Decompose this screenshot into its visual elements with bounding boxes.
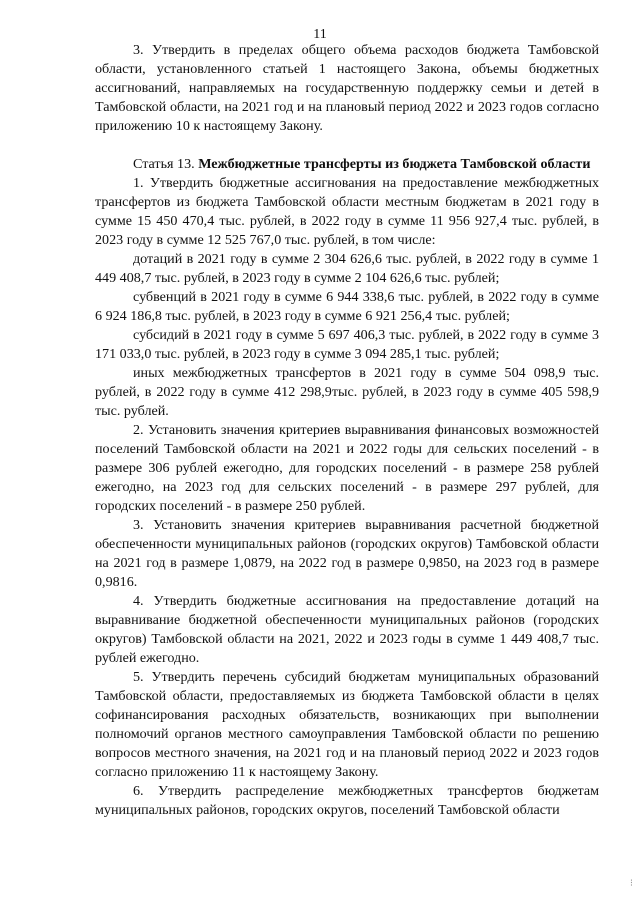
article-item-2: 2. Установить значения критериев выравнивания финансовых возможностей поселений Тамбовской области на 2021 и 2022 годы для сельских поселений - в размере 306 рублей ежегодно, для городских поселений - в размере 258 рублей ежегодно, на 2023 год для сельских поселений - в размере 297 рублей, для городских поселений - в размере 250 рублей.: [95, 422, 599, 514]
article-item-4: 4. Утвердить бюджетные ассигнования на предоставление дотаций на выравнивание бюджетной обеспеченности муниципальных районов (городских округов) Тамбовской области на 2021, 2022 и 2023 годы в сумме 1 449 408,7 тыс. рублей ежегодно.: [95, 593, 599, 666]
article-item-5: 5. Утвердить перечень субсидий бюджетам муниципальных образований Тамбовской области, предоставляемых из бюджета Тамбовской области в целях софинансирования расходных обязательств, возникающих при выполнении полномочий органов местного самоуправления Тамбовской области по решению вопросов местного значения, на 2021 год и на плановый период 2022 и 2023 годов согласно приложению 11 к настоящему Закону.: [95, 669, 599, 780]
article-title: Межбюджетные трансферты из бюджета Тамбовской области: [198, 156, 591, 172]
article-item-3: 3. Установить значения критериев выравнивания расчетной бюджетной обеспеченности муниципальных районов (городских округов) Тамбовской области на 2021 год в размере 1,0879, на 2022 год в размере 0,9850, на 2023 год в размере 0,9816.: [95, 517, 599, 590]
paragraph-state-support-family: 3. Утвердить в пределах общего объема расходов бюджета Тамбовской области, установленного статьей 1 настоящего Закона, объемы бюджетных ассигнований, направляемых на государственную поддержку семьи и детей в Тамбовской области, на 2021 год и на плановый период 2022 и 2023 годов согласно приложению 10 к настоящему Закону.: [95, 42, 599, 134]
article-item-1: 1. Утвердить бюджетные ассигнования на предоставление межбюджетных трансфертов из бюджета Тамбовской области местным бюджетам в 2021 году в сумме 15 450 470,4 тыс. рублей, в 2022 году в сумме 11 956 927,4 тыс. рублей, в 2023 году в сумме 12 525 767,0 тыс. рублей, в том числе:: [95, 175, 599, 248]
subitem-subventions: субвенций в 2021 году в сумме 6 944 338,6 тыс. рублей, в 2022 году в сумме 6 924 186,8 тыс. рублей, в 2023 году в сумме 6 921 256,4 тыс. рублей;: [95, 289, 599, 324]
subitem-subsidies: субсидий в 2021 году в сумме 5 697 406,3 тыс. рублей, в 2022 году в сумме 3 171 033,0 тыс. рублей, в 2023 году в сумме 3 094 285,1 тыс. рублей;: [95, 327, 599, 362]
document-body: [95, 41, 599, 820]
page-number: 11: [313, 27, 327, 42]
paragraph-gap: [95, 136, 599, 155]
subitem-other-transfers: иных межбюджетных трансфертов в 2021 году в сумме 504 098,9 тыс. рублей, в 2022 году в сумме 412 298,9тыс. рублей, в 2023 году в сумме 405 598,9 тыс. рублей.: [95, 365, 599, 419]
article-prefix: Статья 13.: [133, 156, 195, 172]
scan-margin-mark: ⁝: [629, 878, 634, 889]
article-item-6: 6. Утвердить распределение межбюджетных трансфертов бюджетам муниципальных районов, городских округов, поселений Тамбовской области: [95, 783, 599, 818]
article-heading: [95, 155, 599, 174]
subitem-dotations: дотаций в 2021 году в сумме 2 304 626,6 тыс. рублей, в 2022 году в сумме 1 449 408,7 тыс. рублей, в 2023 году в сумме 2 104 626,6 тыс. рублей;: [95, 251, 599, 286]
